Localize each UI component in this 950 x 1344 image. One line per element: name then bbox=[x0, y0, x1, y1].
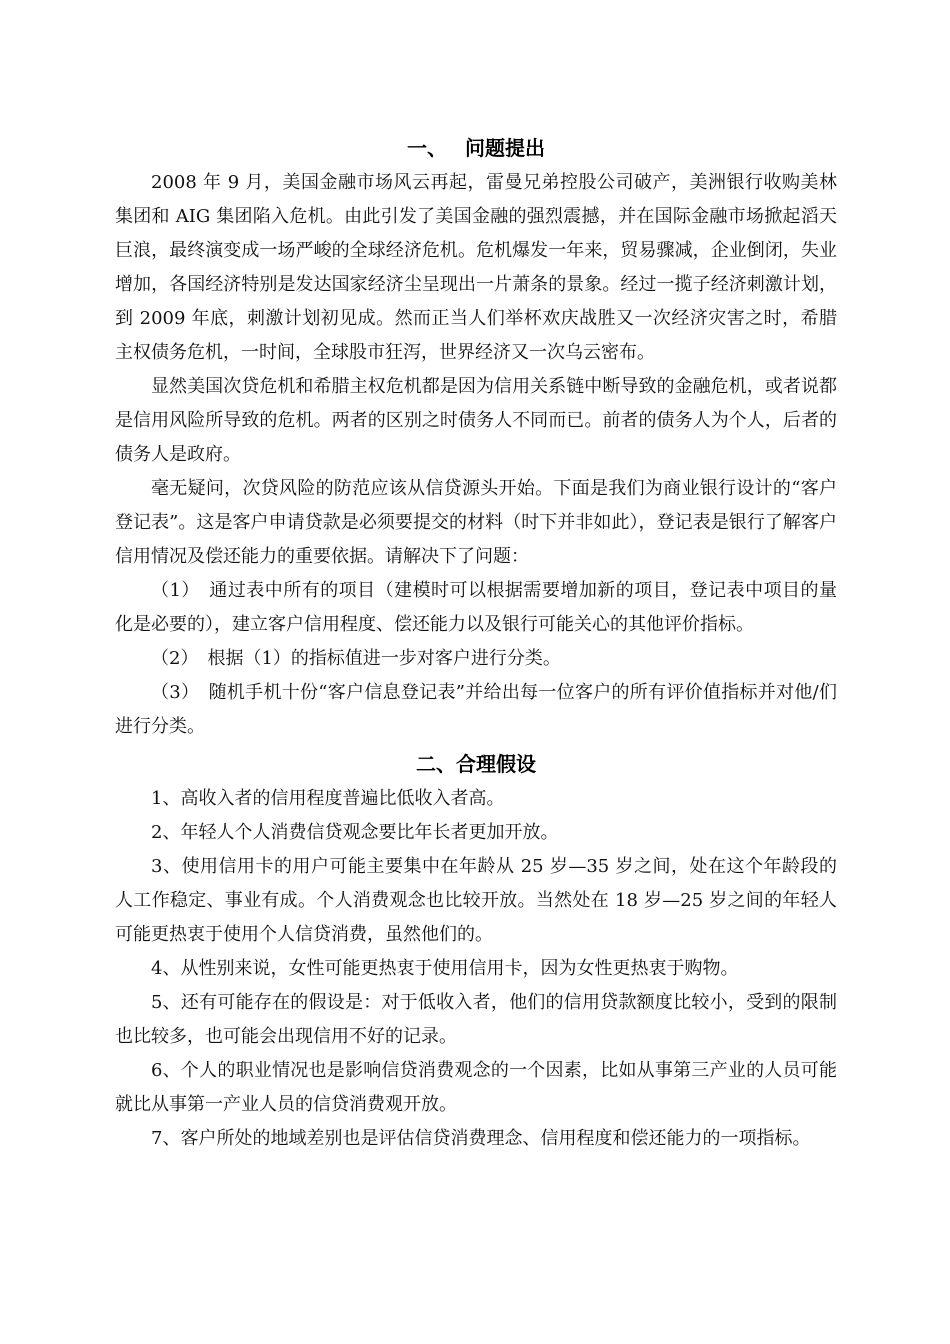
paragraph-crisis-cause: 显然美国次贷危机和希腊主权危机都是因为信用关系链中断导致的金融危机，或者说都是信用风险所导致的危机。两者的区别之时债务人不同而已。前者的债务人为个人，后者的债务人是政府。 bbox=[115, 376, 837, 465]
task-item-1: （1） 通过表中所有的项目（建模时可以根据需要增加新的项目，登记表中项目的量化是必要的），建立客户信用程度、偿还能力以及银行可能关心的其他评价指标。 bbox=[115, 580, 837, 635]
assumption-item-5: 5、还有可能存在的假设是：对于低收入者，他们的信用贷款额度比较小，受到的限制也比较多，也可能会出现信用不好的记录。 bbox=[115, 992, 837, 1047]
paragraph-task-intro: 毫无疑问，次贷风险的防范应该从信贷源头开始。下面是我们为商业银行设计的“客户登记表”。这是客户申请贷款是必须要提交的材料（时下并非如此），登记表是银行了解客户信用情况及偿还能力的重要依据。请解决下了问题： bbox=[115, 478, 837, 567]
section-number: 一、 bbox=[407, 136, 447, 160]
document-page bbox=[115, 130, 837, 1156]
assumption-item-4: 4、从性别来说，女性可能更热衷于使用信用卡，因为女性更热衷于购物。 bbox=[151, 958, 739, 979]
assumption-item-3: 3、使用信用卡的用户可能主要集中在年龄从 25 岁—35 岁之间，处在这个年龄段的人工作稳定、事业有成。个人消费观念也比较开放。当然处在 18 岁—25 岁之间的年轻人可能更热衷于使用个人信贷消费，虽然他们的。 bbox=[115, 856, 837, 945]
assumption-item-6: 6、个人的职业情况也是影响信贷消费观念的一个因素，比如从事第三产业的人员可能就比从事第一产业人员的信贷消费观开放。 bbox=[115, 1060, 837, 1115]
section-heading-problem bbox=[115, 130, 837, 166]
assumption-item-2: 2、年轻人个人消费信贷观念要比年长者更加开放。 bbox=[151, 822, 559, 843]
section-title: 问题提出 bbox=[465, 136, 545, 160]
paragraph-background: 2008 年 9 月，美国金融市场风云再起，雷曼兄弟控股公司破产，美洲银行收购美林集团和 AIG 集团陷入危机。由此引发了美国金融的强烈震撼，并在国际金融市场掀起滔天巨浪，最终演变成一场严峻的全球经济危机。危机爆发一年来，贸易骤减，企业倒闭，失业增加，各国经济特别是发达国家经济尘呈现出一片萧条的景象。经过一揽子经济刺激计划，到 2009 年底，刺激计划初见成。然而正当人们举杯欢庆战胜又一次经济灾害之时，希腊主权债务危机，一时间，全球股市狂泻，世界经济又一次乌云密布。 bbox=[115, 172, 837, 363]
task-item-2: （2） 根据（1）的指标值进一步对客户进行分类。 bbox=[151, 648, 561, 669]
task-item-3: （3） 随机手机十份“客户信息登记表”并给出每一位客户的所有评价值指标并对他/们进行分类。 bbox=[115, 682, 837, 737]
assumption-item-1: 1、高收入者的信用程度普遍比低收入者高。 bbox=[151, 788, 505, 809]
section-heading-assumptions: 二、合理假设 bbox=[416, 752, 536, 776]
assumption-item-7: 7、客户所处的地域差别也是评估信贷消费理念、信用程度和偿还能力的一项指标。 bbox=[151, 1128, 811, 1149]
